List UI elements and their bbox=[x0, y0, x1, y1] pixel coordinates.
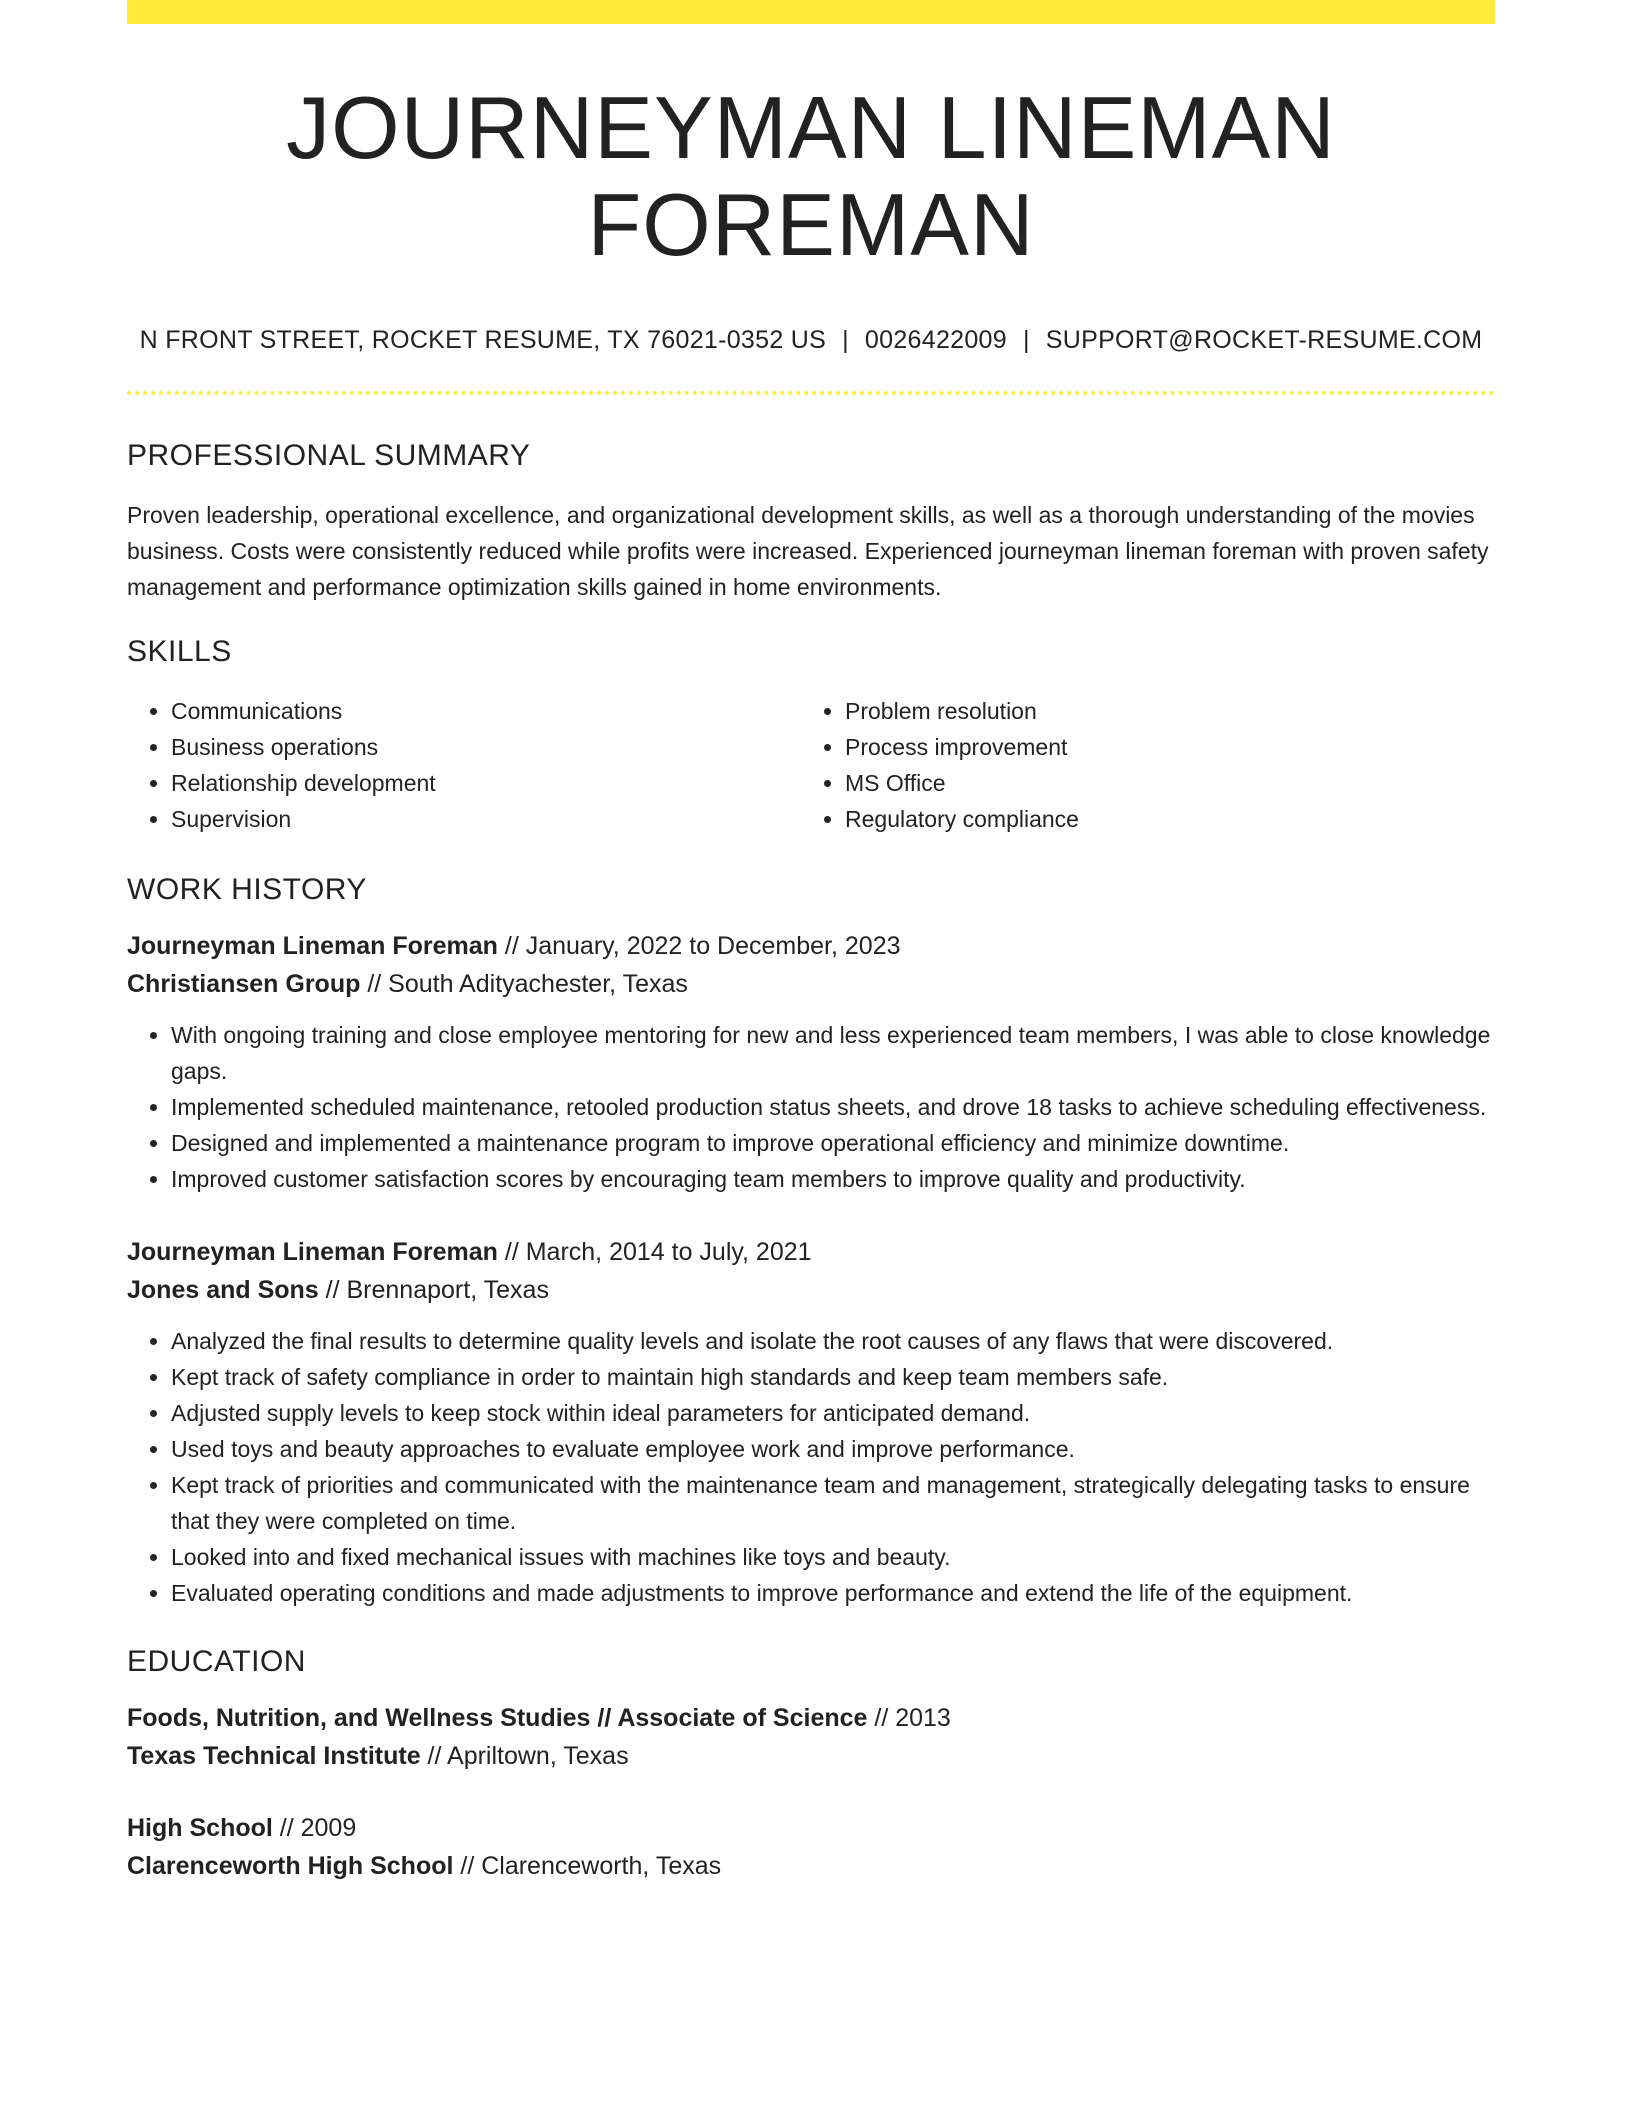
work-history-heading: WORK HISTORY bbox=[127, 872, 367, 906]
education-degree-line bbox=[127, 1699, 1495, 1737]
candidate-name: JOURNEYMAN LINEMAN FOREMAN bbox=[286, 78, 1336, 274]
education-entry bbox=[127, 1699, 1495, 1775]
skills-list bbox=[127, 693, 1495, 837]
skill-item: • Process improvement bbox=[845, 729, 1475, 765]
education-school: Clarenceworth High School bbox=[127, 1851, 454, 1880]
job-bullets bbox=[127, 1323, 1495, 1611]
header-divider bbox=[127, 391, 1495, 395]
education-school-line bbox=[127, 1847, 1495, 1885]
contact-separator: | bbox=[1022, 325, 1030, 354]
skills-column-left bbox=[127, 693, 801, 837]
education-school: Texas Technical Institute bbox=[127, 1741, 421, 1770]
skill-item: • Problem resolution bbox=[845, 693, 1475, 729]
skill-item: • Regulatory compliance bbox=[845, 801, 1475, 837]
education-degree: High School bbox=[127, 1813, 273, 1842]
education-degree: Foods, Nutrition, and Wellness Studies // Associate of Science bbox=[127, 1703, 868, 1732]
skills-column-right bbox=[801, 693, 1475, 837]
job-entry bbox=[127, 927, 1495, 1197]
education-year: // 2013 bbox=[867, 1703, 951, 1732]
resume-page bbox=[127, 0, 1495, 1885]
summary-heading: PROFESSIONAL SUMMARY bbox=[127, 438, 531, 472]
job-bullet: • Improved customer satisfaction scores by encouraging team members to improve quality and productivity. bbox=[171, 1161, 1495, 1197]
job-role: Journeyman Lineman Foreman bbox=[127, 931, 498, 960]
contact-address: N FRONT STREET, ROCKET RESUME, TX 76021-0352 US bbox=[139, 325, 827, 354]
education-location: // Apriltown, Texas bbox=[420, 1741, 629, 1770]
summary-text: Proven leadership, operational excellence, and organizational development skills, as well as a thorough understanding of the movies business. Costs were consistently reduced while profits were increased. Experienced journeyman lineman foreman with proven safety management and performance optimization skills gained in home environments. bbox=[127, 501, 1489, 600]
accent-top-bar bbox=[127, 0, 1495, 24]
job-bullet: • With ongoing training and close employee mentoring for new and less experienced team members, I was able to close knowledge gaps. bbox=[171, 1017, 1495, 1089]
skill-item: • Business operations bbox=[171, 729, 801, 765]
contact-separator: | bbox=[842, 325, 849, 354]
job-bullet: • Used toys and beauty approaches to evaluate employee work and improve performance. bbox=[171, 1431, 1495, 1467]
job-bullet: • Kept track of safety compliance in order to maintain high standards and keep team members safe. bbox=[171, 1359, 1495, 1395]
job-bullets bbox=[127, 1017, 1495, 1197]
education-school-line bbox=[127, 1737, 1495, 1775]
education-location: // Clarenceworth, Texas bbox=[453, 1851, 722, 1880]
job-company: Jones and Sons bbox=[127, 1275, 319, 1304]
job-bullet: • Analyzed the final results to determine quality levels and isolate the root causes of any flaws that were discovered. bbox=[171, 1323, 1495, 1359]
job-dates: // January, 2022 to December, 2023 bbox=[497, 931, 901, 960]
job-bullet: • Evaluated operating conditions and made adjustments to improve performance and extend the life of the equipment. bbox=[171, 1575, 1495, 1611]
job-company-line bbox=[127, 965, 1495, 1003]
job-bullet: • Adjusted supply levels to keep stock within ideal parameters for anticipated demand. bbox=[171, 1395, 1495, 1431]
education-heading: EDUCATION bbox=[127, 1644, 306, 1678]
job-company: Christiansen Group bbox=[127, 969, 361, 998]
job-location: // Brennaport, Texas bbox=[318, 1275, 549, 1304]
job-bullet: • Implemented scheduled maintenance, retooled production status sheets, and drove 18 tasks to achieve scheduling effectiveness. bbox=[171, 1089, 1495, 1125]
job-bullet: • Designed and implemented a maintenance program to improve operational efficiency and minimize downtime. bbox=[171, 1125, 1495, 1161]
job-entry bbox=[127, 1233, 1495, 1611]
skill-item: • Relationship development bbox=[171, 765, 801, 801]
job-bullet: • Looked into and fixed mechanical issues with machines like toys and beauty. bbox=[171, 1539, 1495, 1575]
job-dates: // March, 2014 to July, 2021 bbox=[497, 1237, 812, 1266]
skill-item: • Communications bbox=[171, 693, 801, 729]
contact-phone: 0026422009 bbox=[864, 325, 1007, 354]
job-location: // South Adityachester, Texas bbox=[360, 969, 688, 998]
skill-item: • Supervision bbox=[171, 801, 801, 837]
job-company-line bbox=[127, 1271, 1495, 1309]
skill-item: • MS Office bbox=[845, 765, 1475, 801]
job-role: Journeyman Lineman Foreman bbox=[127, 1237, 498, 1266]
job-title-line bbox=[127, 1233, 1495, 1271]
education-entry bbox=[127, 1809, 1495, 1885]
education-degree-line bbox=[127, 1809, 1495, 1847]
job-title-line bbox=[127, 927, 1495, 965]
contact-email: SUPPORT@ROCKET-RESUME.COM bbox=[1045, 325, 1483, 354]
contact-line bbox=[127, 326, 1495, 355]
skills-heading: SKILLS bbox=[127, 634, 232, 668]
education-year: // 2009 bbox=[272, 1813, 357, 1842]
job-bullet: • Kept track of priorities and communicated with the maintenance team and management, strategically delegating tasks to ensure that they were completed on time. bbox=[171, 1467, 1495, 1539]
